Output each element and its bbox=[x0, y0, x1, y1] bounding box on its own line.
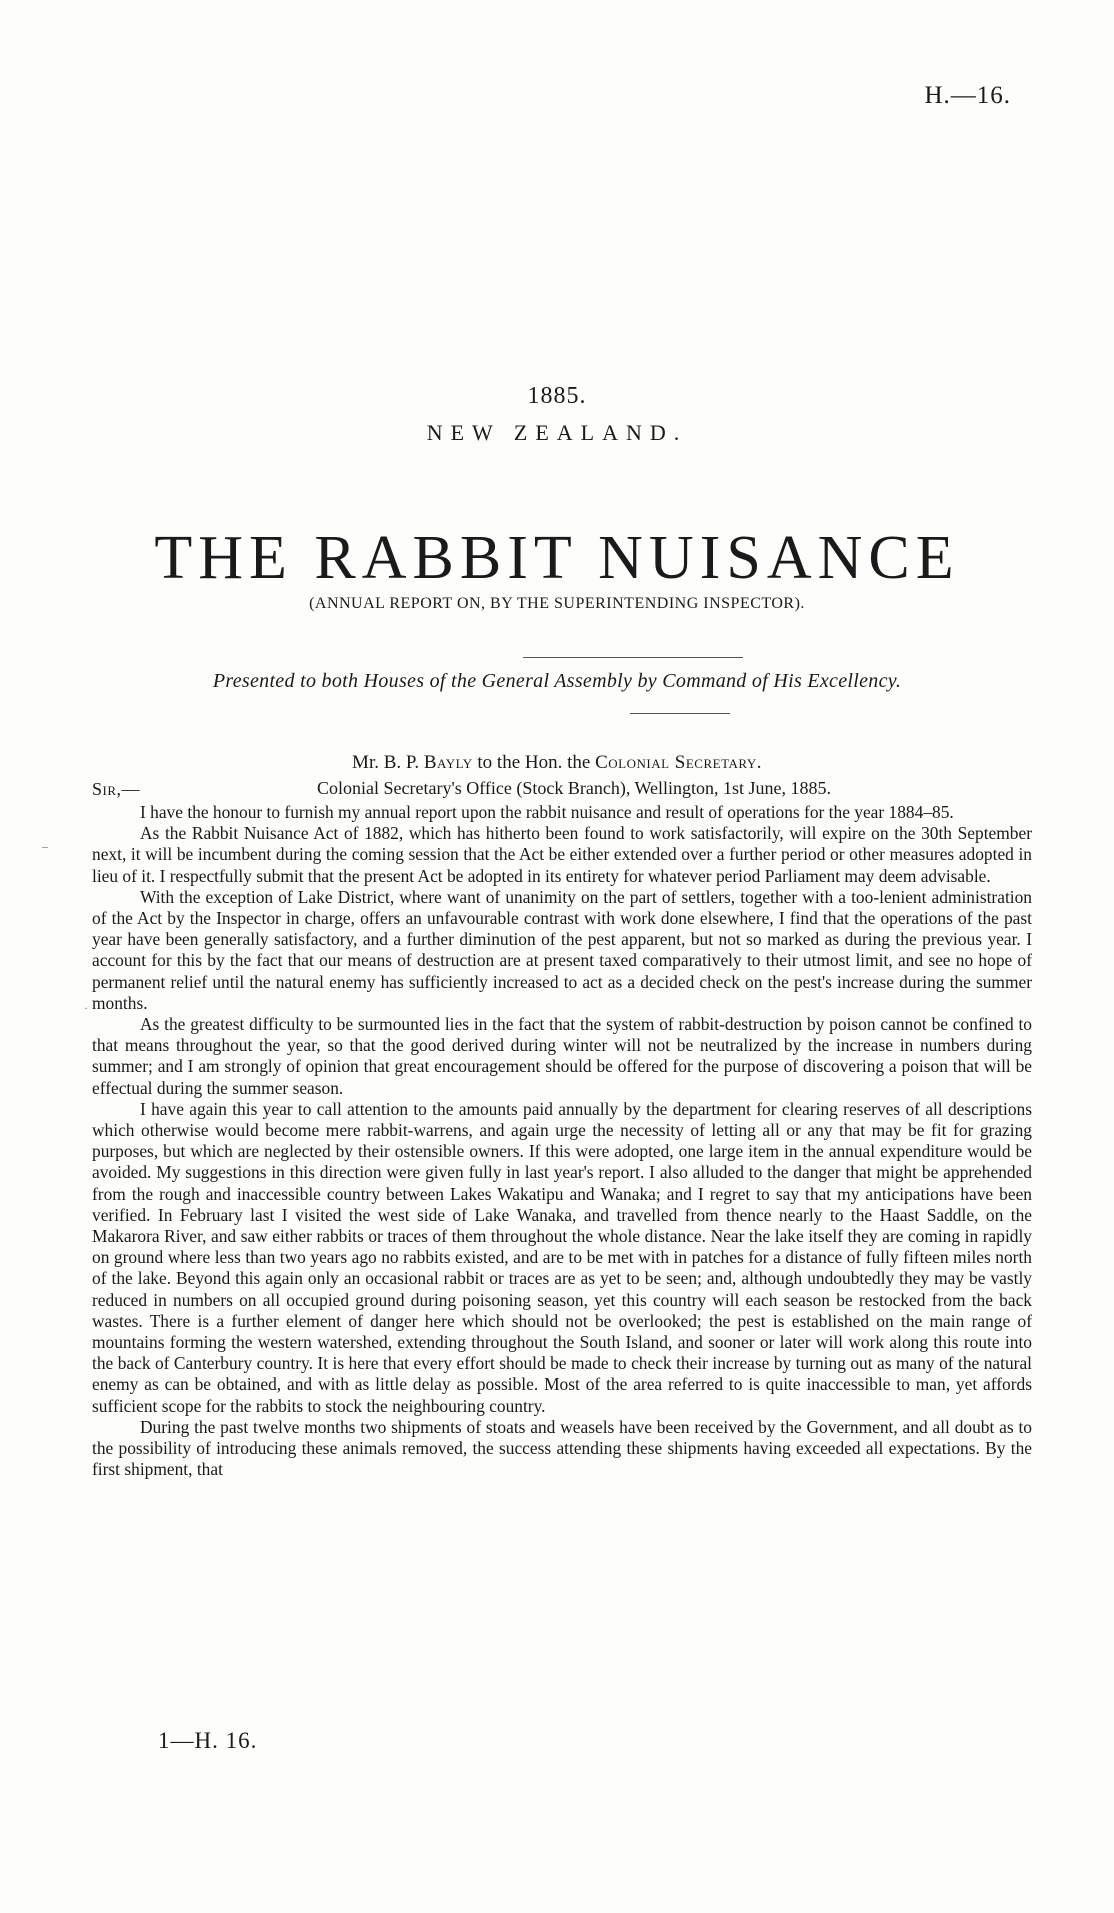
paragraph: As the Rabbit Nuisance Act of 1882, which has hitherto been found to work satisfactorily, will expire on the 30th September next, it will be incumbent during the coming session that the Act be either extended over a further period or other measures adopted in lieu of it. I respectfully submit that the present Act be adopted in its entirety for whatever period Parliament may deem advisable. bbox=[92, 823, 1032, 886]
letter-to-title: Colonial Secretary. bbox=[595, 752, 762, 773]
paragraph: As the greatest difficulty to be surmounted lies in the fact that the system of rabbit-destruction by poison cannot be confined to that means throughout the year, so that the good derived during winter will not be neutralized by the increase in numbers during summer; and I am strongly of opinion that great encouragement should be offered for the purpose of discovering a poison that will be effectual during the summer season. bbox=[92, 1014, 1032, 1098]
year: 1885. bbox=[527, 383, 587, 409]
document-subtitle: (ANNUAL REPORT ON, BY THE SUPERINTENDING INSPECTOR). bbox=[309, 595, 805, 612]
letter-body bbox=[92, 802, 1032, 1481]
divider-rule-short bbox=[630, 713, 730, 714]
paragraph: During the past twelve months two shipments of stoats and weasels have been received by the Government, and all doubt as to the possibility of introducing these animals removed, the success attending these shipments having exceeded all expectations. By the first shipment, that bbox=[92, 1416, 1032, 1480]
country: NEW ZEALAND. bbox=[426, 420, 688, 445]
presented-line: Presented to both Houses of the General Assembly by Command of His Excellency. bbox=[212, 670, 902, 692]
document-title: THE RABBIT NUISANCE bbox=[154, 524, 960, 592]
sender-address: Colonial Secretary's Office (Stock Branch), Wellington, 1st June, 1885. bbox=[317, 778, 832, 798]
margin-dot: · bbox=[84, 1001, 88, 1015]
divider-rule bbox=[523, 657, 743, 658]
letter-heading-middle: to the Hon. the bbox=[472, 752, 596, 773]
page-signature-reference: 1—H. 16. bbox=[158, 1728, 258, 1753]
letter-heading-prefix: Mr. B. P. bbox=[352, 752, 424, 773]
paragraph: With the exception of Lake District, where want of unanimity on the part of settlers, together with a too-lenient administration of the Act by the Inspector in charge, offers an unfavourable contrast with work done elsewhere, I find that the operations of the past year have been generally satisfactory, and a further diminution of the pest apparent, but not so marked as during the previous year. I account for this by the fact that our means of destruction are at present taxed comparatively to their utmost limit, and see no hope of permanent relief until the natural enemy has sufficiently increased to act as a decided check on the pest's increase during the summer months. bbox=[92, 886, 1032, 1013]
paragraph: I have the honour to furnish my annual report upon the rabbit nuisance and result of operations for the year 1884–85. bbox=[140, 802, 954, 822]
paragraph: I have again this year to call attention to the amounts paid annually by the department for clearing reserves of all descriptions which otherwise would become mere rabbit-warrens, and again urge the necessity of letting all or any that may be fit for grazing purposes, but which are neglected by their ostensible owners. If this were adopted, one large item in the annual expenditure would be avoided. My suggestions in this direction were given fully in last year's report. I also alluded to the danger that might be apprehended from the rough and inaccessible country between Lakes Wakatipu and Wanaka; and I regret to say that my anticipations have been verified. In February last I visited the west side of Lake Wanaka, and travelled from thence nearly to the Haast Saddle, on the Makarora River, and saw either rabbits or traces of them throughout the whole distance. Near the lake itself they are coming in rapidly on ground where less than two years ago no rabbits existed, and are to be met with in patches for a distance of fully fifteen miles north of the lake. Beyond this again only an occasional rabbit or traces are as yet to be seen; and, although undoubtedly they may be vastly reduced in numbers on all occupied ground during poisoning season, yet this country will each season be restocked from the back wastes. There is a further element of danger here which should not be overlooked; the pest is established on the main range of mountains forming the western watershed, extending throughout the South Island, and sooner or later will work along this route into the back of Canterbury country. It is here that every effort should be made to check their increase by turning out as many of the natural enemy as can be obtained, and with as little delay as possible. Most of the area referred to is quite inaccessible to man, yet affords sufficient scope for the rabbits to stock the neighbouring country. bbox=[92, 1098, 1032, 1416]
paper-reference: H.—16. bbox=[924, 82, 1011, 109]
letter-from-name: Bayly bbox=[423, 752, 473, 773]
margin-mark: – bbox=[42, 839, 48, 853]
letter-heading bbox=[0, 752, 1114, 774]
salutation: Sir,— bbox=[92, 779, 141, 799]
